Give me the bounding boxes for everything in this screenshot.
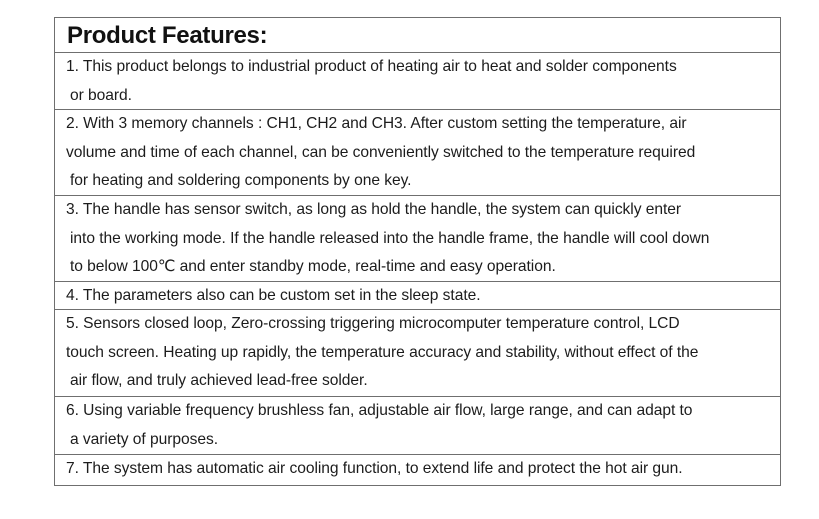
feature-row-7 [55, 455, 780, 485]
feature-5-line-3: air flow, and truly achieved lead-free solder. [70, 372, 368, 390]
feature-2-line-3: for heating and soldering components by one key. [70, 172, 412, 190]
feature-row-2 [55, 110, 780, 196]
feature-1-line-1: 1. This product belongs to industrial product of heating air to heat and solder components [66, 58, 677, 75]
feature-5-line-2: touch screen. Heating up rapidly, the temperature accuracy and stability, without effect of the [66, 343, 699, 361]
feature-row-5 [55, 310, 780, 397]
feature-2-line-1: 2. With 3 memory channels : CH1, CH2 and CH3. After custom setting the temperature, air [66, 115, 687, 132]
feature-row-6 [55, 397, 780, 455]
feature-3-line-1: 3. The handle has sensor switch, as long as hold the handle, the system can quickly enter [66, 201, 682, 218]
feature-2-line-2: volume and time of each channel, can be conveniently switched to the temperature required [66, 143, 696, 161]
feature-3-line-3: to below 100℃ and enter standby mode, real-time and easy operation. [70, 258, 556, 276]
feature-5-line-1: 5. Sensors closed loop, Zero-crossing triggering microcomputer temperature control, LCD [66, 315, 680, 332]
feature-row-1 [55, 53, 780, 110]
feature-6-line-2: a variety of purposes. [70, 430, 218, 448]
feature-row-4 [55, 282, 780, 310]
feature-6-line-1: 6. Using variable frequency brushless fan, adjustable air flow, large range, and can adapt to [66, 402, 693, 419]
feature-3-line-2: into the working mode. If the handle released into the handle frame, the handle will cool down [70, 229, 710, 247]
feature-4-line-1: 4. The parameters also can be custom set in the sleep state. [66, 287, 481, 304]
features-table [54, 17, 781, 486]
page-title: Product Features: [67, 22, 268, 49]
feature-1-line-2: or board. [70, 86, 132, 104]
feature-7-line-1: 7. The system has automatic air cooling function, to extend life and protect the hot air gun. [66, 460, 683, 477]
feature-row-3 [55, 196, 780, 282]
title-row [55, 18, 780, 53]
